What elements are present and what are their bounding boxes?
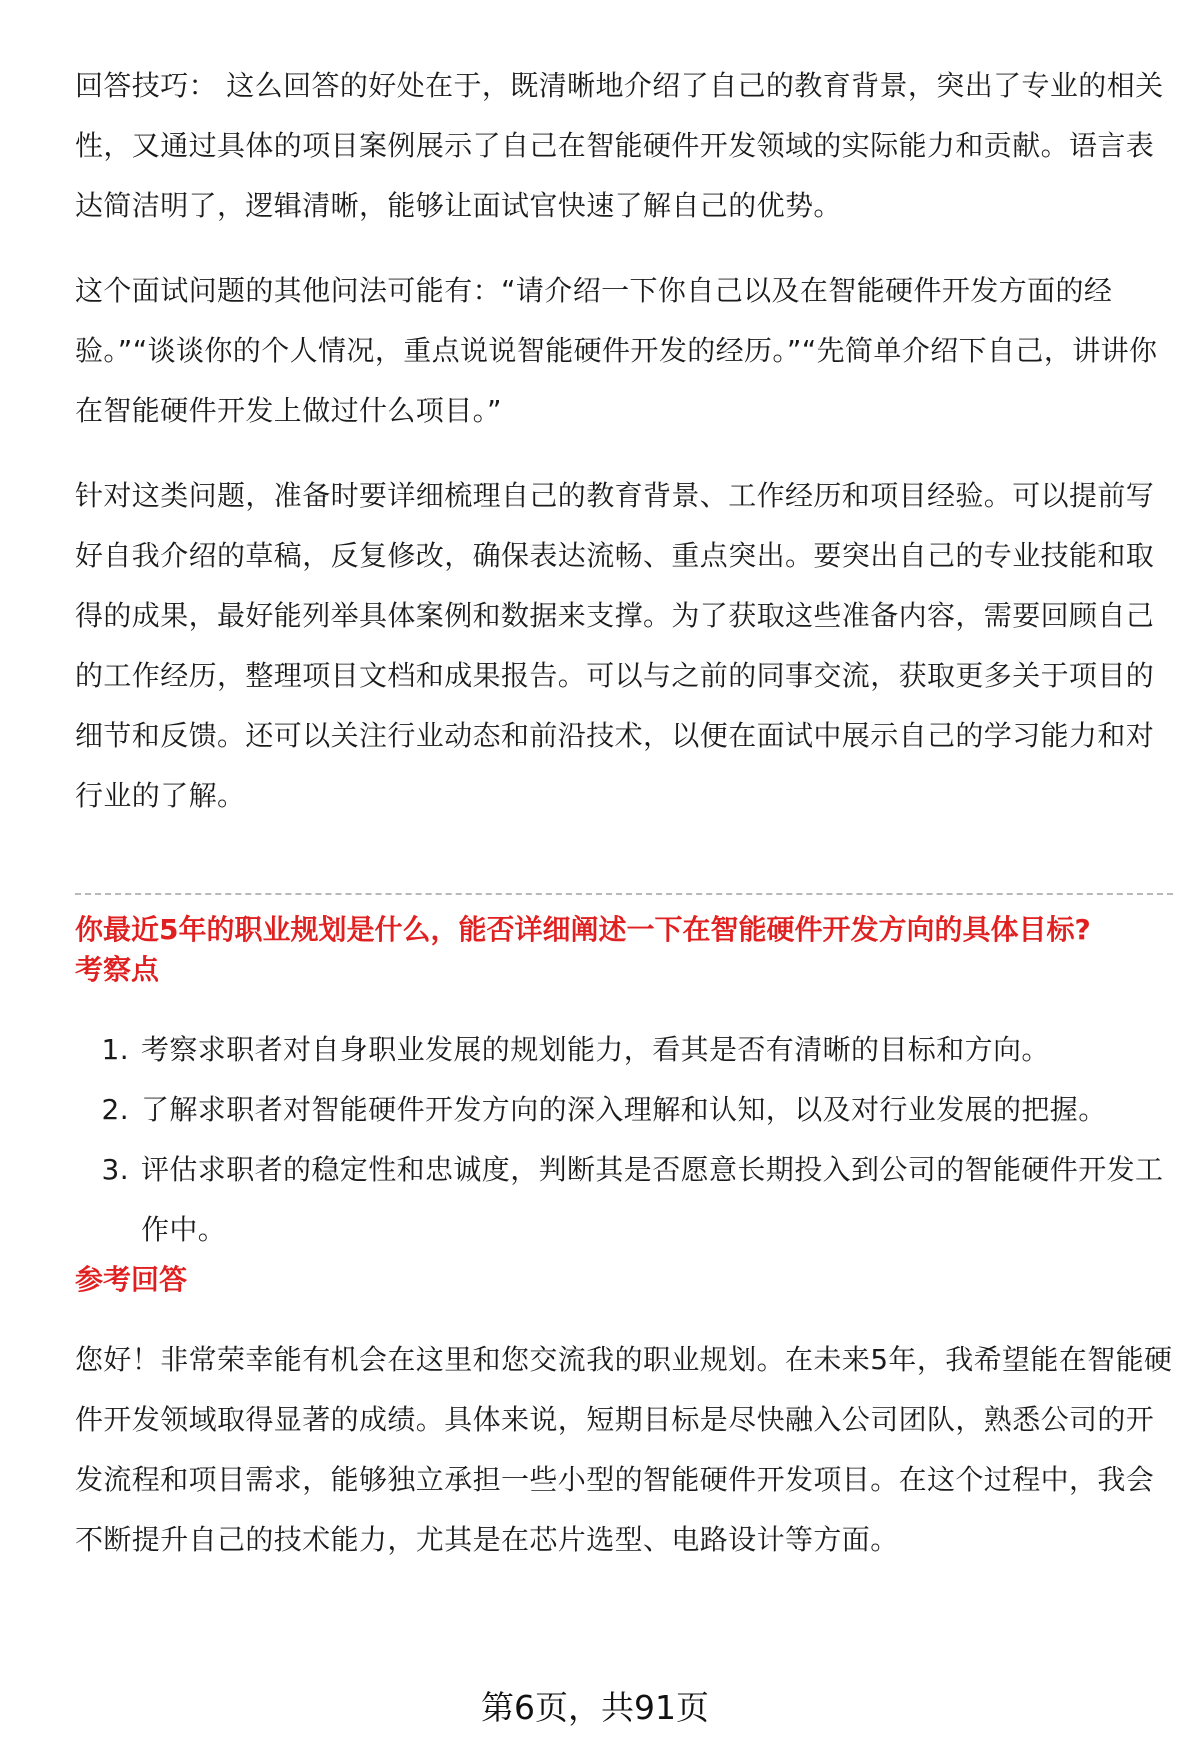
list-item [75,1140,1173,1260]
list-item-number: 1. [101,1033,129,1066]
reference-answer-text: 您好！非常荣幸能有机会在这里和您交流我的职业规划。在未来5年，我希望能在智能硬件开发领域取得显著的成绩。具体来说，短期目标是尽快融入公司团队，熟悉公司的开发流程和项目需求，能够独立承担一些小型的智能硬件开发项目。在这个过程中，我会不断提升自己的技术能力，尤其是在芯片选型、电路设计等方面。 [75,1343,1173,1556]
intro-section [75,56,1173,851]
page-number: 第6页，共91页 [481,1688,709,1727]
focus-points-list [75,1020,1173,1260]
alternate-questions-paragraph: 这个面试问题的其他问法可能有：“请介绍一下你自己以及在智能硬件开发方面的经验。”“谈谈你的个人情况，重点说说智能硬件开发的经历。”“先简单介绍下自己，讲讲你在智能硬件开发上做过什么项目。” [75,274,1158,427]
reference-answer-heading: 参考回答 [75,1263,188,1296]
preparation-advice-paragraph: 针对这类问题，准备时要详细梳理自己的教育背景、工作经历和项目经验。可以提前写好自我介绍的草稿，反复修改，确保表达流畅、重点突出。要突出自己的专业技能和取得的成果，最好能列举具体案例和数据来支撑。为了获取这些准备内容，需要回顾自己的工作经历，整理项目文档和成果报告。可以与之前的同事交流，获取更多关于项目的细节和反馈。还可以关注行业动态和前沿技术，以便在面试中展示自己的学习能力和对行业的了解。 [75,479,1155,812]
focus-points-heading: 考察点 [75,953,160,986]
list-item-text: 评估求职者的稳定性和忠诚度，判断其是否愿意长期投入到公司的智能硬件开发工作中。 [141,1153,1164,1246]
section-divider [75,893,1173,895]
list-item-text: 了解求职者对智能硬件开发方向的深入理解和认知，以及对行业发展的把握。 [141,1093,1107,1126]
list-item [75,1080,1173,1140]
list-item [75,1020,1173,1080]
answer-tips-paragraph: 回答技巧： 这么回答的好处在于，既清晰地介绍了自己的教育背景，突出了专业的相关性，又通过具体的项目案例展示了自己在智能硬件开发领域的实际能力和贡献。语言表达简洁明了，逻辑清晰，能够让面试官快速了解自己的优势。 [75,69,1164,222]
list-item-number: 2. [101,1093,129,1126]
list-item-text: 考察求职者对自身职业发展的规划能力，看其是否有清晰的目标和方向。 [141,1033,1050,1066]
list-item-number: 3. [101,1153,129,1186]
question-title: 你最近5年的职业规划是什么，能否详细阐述一下在智能硬件开发方向的具体目标? [75,913,1091,946]
question-section [75,910,1173,1570]
